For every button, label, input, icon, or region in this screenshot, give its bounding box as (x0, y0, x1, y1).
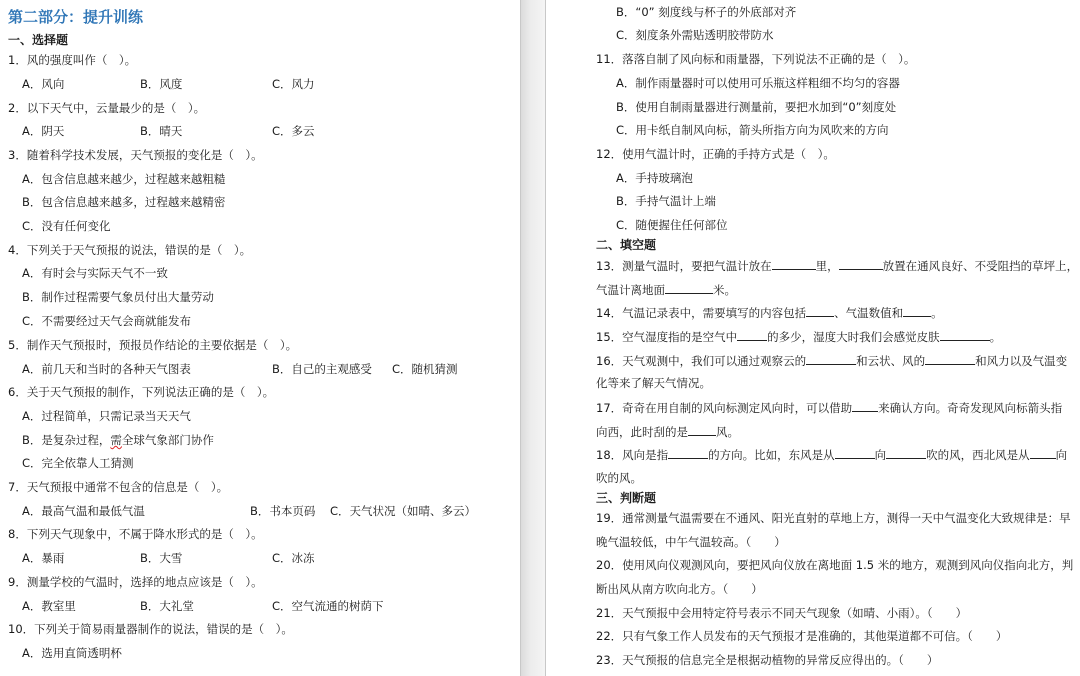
option-c: C．用卡纸自制风向标，箭头所指方向为风吹来的方向 (616, 123, 889, 137)
answer-blank[interactable] (1030, 446, 1056, 459)
answer-blank[interactable] (806, 304, 834, 317)
question-10: 10．下列关于简易雨量器制作的说法，错误的是（ ）。 (8, 622, 293, 636)
answer-blank[interactable] (940, 328, 990, 341)
option-b: B．大雪 (140, 551, 183, 565)
question-22: 22．只有气象工作人员发布的天气预报才是准确的，其他渠道都不可信。（ ） (596, 629, 1008, 643)
option-c: C．冰冻 (272, 551, 315, 565)
option-a: A．选用直筒透明杯 (22, 646, 122, 660)
question-17 (596, 399, 1062, 416)
question-text: 、气温数值和 (834, 306, 904, 320)
question-13-line-2 (596, 281, 736, 298)
option-a: A．制作雨量器时可以使用可乐瓶这样粗细不均匀的容器 (616, 76, 900, 90)
question-12: 12．使用气温计时，正确的手持方式是（ ）。 (596, 147, 835, 161)
question-15 (596, 328, 1001, 345)
option-c: C．没有任何变化 (22, 219, 111, 233)
question-16-line-2: 化等来了解天气情况。 (596, 376, 711, 390)
option-c: C．随便握住任何部位 (616, 218, 728, 232)
answer-blank[interactable] (688, 423, 716, 436)
option-c: C．风力 (272, 77, 315, 91)
question-text: 16．天气观测中，我们可以通过观察云的 (596, 354, 807, 368)
question-text: 和风力以及气温变 (975, 354, 1068, 368)
answer-blank[interactable] (737, 328, 767, 341)
question-20: 20．使用风向仪观测风向，要把风向仪放在离地面 1.5 米的地方，观测到风向仪指向北方，判 (596, 558, 1074, 572)
question-text: 。 (931, 306, 943, 320)
section-heading-fill: 二、填空题 (596, 238, 657, 252)
question-text: 向 (1055, 448, 1068, 462)
question-text: 的方向。比如，东风是从 (708, 448, 835, 462)
question-19: 19．通常测量气温需要在不通风、阳光直射的草地上方，测得一天中气温变化大致规律是：早 (596, 511, 1071, 525)
answer-blank[interactable] (839, 257, 883, 270)
option-a: A．暴雨 (22, 551, 65, 565)
question-text: 来确认方向。奇奇发现风向标箭头指 (878, 401, 1063, 415)
option-a: A．前几天和当时的各种天气图表 (22, 362, 191, 376)
page-gap (520, 0, 546, 676)
option-c: C．完全依靠人工猜测 (22, 456, 134, 470)
option-a: A．教室里 (22, 599, 76, 613)
question-19-line-2: 晚气温较低，中午气温较高。（ ） (596, 535, 786, 549)
question-4: 4．下列关于天气预报的说法，错误的是（ ）。 (8, 243, 252, 257)
option-b: B．“0” 刻度线与杯子的外底部对齐 (616, 5, 797, 19)
answer-blank[interactable] (772, 257, 816, 270)
question-text: 。 (989, 330, 1002, 344)
left-page (0, 0, 520, 676)
answer-blank[interactable] (665, 281, 713, 294)
question-17-line-2 (596, 423, 739, 440)
option-b: B．书本页码 (250, 504, 316, 518)
option-a: A．最高气温和最低气温 (22, 504, 145, 518)
question-9: 9．测量学校的气温时，选择的地点应该是（ ）。 (8, 575, 263, 589)
option-a: A．过程简单，只需记录当天天气 (22, 409, 191, 423)
page-title: 第二部分：提升训练 (8, 8, 144, 26)
answer-blank[interactable] (925, 352, 975, 365)
option-b: B．制作过程需要气象员付出大量劳动 (22, 290, 214, 304)
question-text: 吹的风，西北风是从 (926, 448, 1030, 462)
question-18-line-2: 吹的风。 (596, 471, 642, 485)
option-b: B．大礼堂 (140, 599, 194, 613)
question-11: 11．落落自制了风向标和雨量器，下列说法不正确的是（ ）。 (596, 52, 916, 66)
question-20-line-2: 断出风从南方吹向北方。（ ） (596, 582, 763, 596)
question-text: 向 (874, 448, 887, 462)
question-7: 7．天气预报中通常不包含的信息是（ ）。 (8, 480, 229, 494)
option-c: C．随机猜测 (392, 362, 458, 376)
option-a: A．风向 (22, 77, 65, 91)
question-text: 18．风向是指 (596, 448, 669, 462)
question-text: 17．奇奇在用自制的风向标测定风向时，可以借助 (596, 401, 853, 415)
question-text: 15．空气湿度指的是空气中 (596, 330, 738, 344)
answer-blank[interactable] (668, 446, 708, 459)
answer-blank[interactable] (852, 399, 878, 412)
question-text: 米。 (713, 283, 736, 297)
question-6: 6．关于天气预报的制作，下列说法正确的是（ ）。 (8, 385, 275, 399)
question-8: 8．下列天气现象中，不属于降水形式的是（ ）。 (8, 527, 263, 541)
question-16 (596, 352, 1067, 369)
option-b (22, 432, 214, 448)
section-heading-judge: 三、判断题 (596, 491, 657, 505)
option-b: B．使用自制雨量器进行测量前，要把水加到“0”刻度处 (616, 100, 897, 114)
answer-blank[interactable] (835, 446, 875, 459)
question-13 (596, 257, 1078, 274)
option-c: C．空气流通的树荫下 (272, 599, 384, 613)
question-text: 的多少，湿度大时我们会感觉皮肤 (767, 330, 940, 344)
option-a: A．有时会与实际天气不一致 (22, 266, 168, 280)
answer-blank[interactable] (903, 304, 931, 317)
question-text: 里， (815, 259, 839, 273)
option-b: B．手持气温计上端 (616, 194, 716, 208)
option-b-suffix: 全球气象部门协作 (121, 433, 214, 447)
right-page (546, 0, 1080, 676)
question-text: 和云状、风的 (856, 354, 926, 368)
question-5: 5．制作天气预报时，预报员作结论的主要依据是（ ）。 (8, 338, 298, 352)
option-b: B．风度 (140, 77, 183, 91)
question-text: 14．气温记录表中，需要填写的内容包括 (596, 306, 807, 320)
option-c: C．多云 (272, 124, 315, 138)
option-a: A．阴天 (22, 124, 65, 138)
option-c: C．天气状况（如晴、多云） (330, 504, 477, 518)
answer-blank[interactable] (806, 352, 856, 365)
option-b-prefix: B．是复杂过程， (22, 433, 111, 447)
spellcheck-marked-word: 需 (110, 433, 122, 447)
question-23: 23．天气预报的信息完全是根据动植物的异常反应得出的。（ ） (596, 653, 939, 667)
option-b: B．包含信息越来越多，过程越来越精密 (22, 195, 226, 209)
question-21: 21．天气预报中会用特定符号表示不同天气现象（如晴、小雨）。（ ） (596, 606, 968, 620)
question-2: 2．以下天气中，云量最少的是（ ）。 (8, 101, 206, 115)
option-a: A．包含信息越来越少，过程越来越粗糙 (22, 172, 226, 186)
option-b: B．自己的主观感受 (272, 362, 372, 376)
question-18 (596, 446, 1067, 463)
option-b: B．晴天 (140, 124, 183, 138)
section-heading-choice: 一、选择题 (8, 33, 69, 47)
option-c: C．不需要经过天气会商就能发布 (22, 314, 192, 328)
option-c: C．刻度条外需贴透明胶带防水 (616, 28, 774, 42)
question-text: 风。 (716, 425, 739, 439)
option-a: A．手持玻璃泡 (616, 171, 693, 185)
question-14 (596, 304, 943, 321)
question-text: 放置在通风良好、不受阻挡的草坪上， (882, 259, 1079, 273)
answer-blank[interactable] (886, 446, 926, 459)
question-3: 3．随着科学技术发展，天气预报的变化是（ ）。 (8, 148, 263, 162)
question-text: 向西，此时刮的是 (596, 425, 688, 439)
question-text: 气温计离地面 (596, 283, 665, 297)
question-text: 13．测量气温时，要把气温计放在 (596, 259, 772, 273)
question-1: 1．风的强度叫作（ ）。 (8, 53, 137, 67)
